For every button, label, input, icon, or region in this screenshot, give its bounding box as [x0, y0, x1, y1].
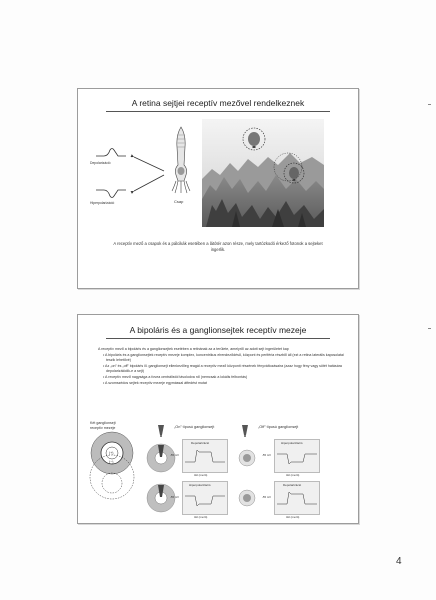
plot-title: Depolarizáció: [191, 441, 210, 445]
plot-title: Depolarizáció: [283, 483, 302, 487]
mv-label: -55 mV: [262, 495, 272, 499]
margin-mark: [428, 328, 431, 329]
bullet-list: [98, 347, 344, 386]
plus-sign: (+): [109, 451, 114, 455]
on-response-plot-depol: [182, 439, 228, 473]
receptive-fields-figure: [86, 431, 138, 515]
time-label: Idő (mező): [286, 515, 300, 519]
off-center-field-1: [238, 449, 256, 467]
slide-caption: A receptív mező a csapok és a pálcikák esetében a látótér azon része, mely tartózkodó érkező fotonok a sejteket ingerlik.: [113, 241, 323, 252]
hyperpolarization-label: Hiperpolarizáció: [90, 201, 115, 205]
bullet-item: • A receptív mező nagysága a fovea centrálistól távolodva nő (nemcsak a lokális felbontás): [103, 374, 248, 379]
mv-label: -55 mV: [262, 453, 272, 457]
light-stimulus-icon: [240, 425, 250, 437]
off-type-label: „Off” típusú ganglionsejt: [258, 425, 299, 429]
slide-bipolar-ganglion-fields: [77, 314, 359, 524]
slide-title: A retina sejtjei receptív mezővel rendelkeznek: [131, 98, 305, 108]
hyperpolarization-wave: [96, 187, 126, 199]
title-underline: [106, 111, 330, 112]
bullet-item: • A szomszédos sejtek receptív mezeje egymással átfedést mutat: [103, 380, 207, 385]
slide-retina-receptive-field: [77, 88, 359, 289]
off-response-plot-depol: [274, 481, 320, 515]
slide-title: A bipoláris és a ganglionsejtek receptív mezeje: [129, 325, 307, 335]
mv-label: -55 mV: [170, 453, 180, 457]
on-center-field-1: [146, 443, 176, 473]
response-trace: [277, 488, 317, 510]
bullet-item: A receptív mező a bipoláris és a ganglionsejtek esetében a retinának az a területe, amelyről az adott sejt ingerületet kap: [98, 347, 289, 351]
margin-mark: [428, 104, 431, 105]
plot-title: Hiperpolarizáció: [281, 441, 303, 445]
off-center-field-2: [238, 489, 256, 507]
time-label: Idő (mező): [286, 473, 300, 477]
response-trace: [185, 488, 225, 510]
plot-title: Hiperpolarizáció: [189, 483, 211, 487]
response-trace: [277, 446, 317, 468]
title-underline: [106, 338, 330, 339]
cone-label: Csap: [174, 199, 184, 204]
light-stimulus-icon: [156, 425, 166, 437]
arrow-icon-group: [128, 149, 168, 199]
response-trace: [185, 446, 225, 468]
on-response-plot-hyper: [182, 481, 228, 515]
mv-label: -55 mV: [170, 495, 180, 499]
cone-cell-illustration: [170, 125, 192, 195]
minus-sign: (−): [109, 460, 114, 464]
page-number: 4: [396, 556, 402, 567]
on-type-label: „On” típusú ganglionsejt: [174, 425, 215, 429]
bullet-item: • Az „on” és „off” bipoláris ill. ganglionsejt ellenkezőleg reagál a receptív mező központi részének fényváltozásaira (azaz hogy fény vagy sötét hatására depolarizálódik-e a sejt): [103, 363, 342, 374]
time-label: Idő (mező): [194, 473, 208, 477]
depolarization-label: Depolarizáció: [90, 161, 111, 165]
landscape-photo: [202, 119, 324, 227]
off-response-plot-hyper: [274, 439, 320, 473]
depolarization-wave: [96, 147, 126, 159]
time-label: Idő (mező): [194, 515, 208, 519]
left-figure-label: Két ganglionsejt receptív mezeje: [90, 421, 116, 430]
bullet-item: • A bipoláris és a ganglionsejtek receptív mezeje komplex, koncentrikus elrendeződésű, központ és periféria részből áll (ezt a retina laterális kapcsolatai teszik lehetővé): [103, 352, 344, 363]
